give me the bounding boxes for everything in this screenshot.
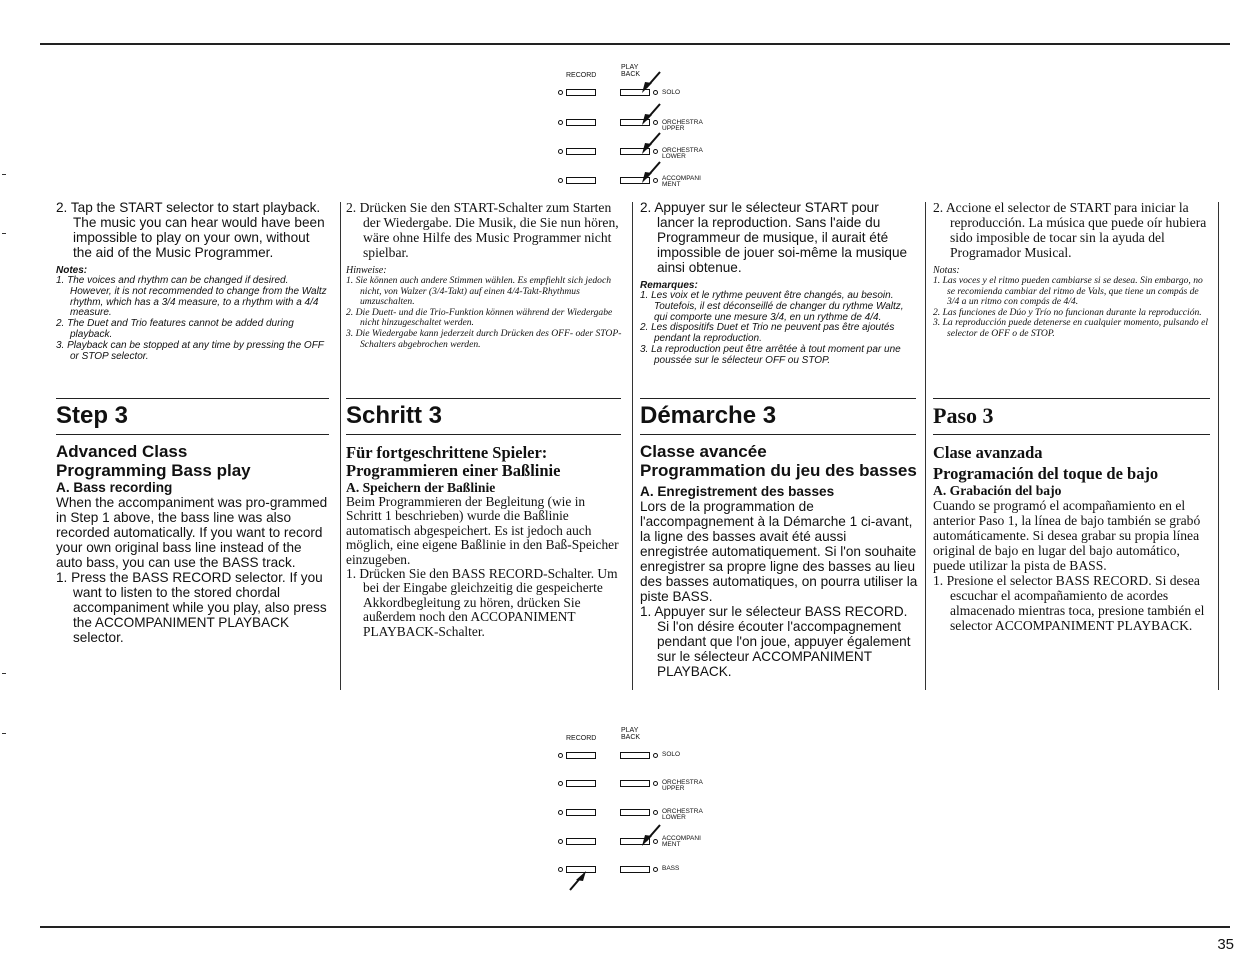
- margin-tick: [2, 174, 6, 175]
- record-button: [566, 89, 596, 96]
- row-label: ACCOMPANI: [662, 835, 701, 842]
- section-heading: Programación del toque de bajo: [933, 464, 1159, 483]
- top-rule: [40, 43, 1230, 45]
- note-item: 3. Die Wiedergabe kann jederzeit durch Drücken des OFF- oder STOP-Schalters abgebrochen werden.: [346, 327, 622, 350]
- step2-paragraph: 2. Appuyer sur le sélecteur START pour lancer la reproduction. Sans l'aide du Programmeur de musique, il aurait été impossible de jouer soi-même la musique ainsi obtenue.: [640, 200, 908, 275]
- step-title: Step 3: [56, 402, 129, 429]
- bottom-rule: [40, 926, 1230, 928]
- step-underline: [640, 434, 916, 435]
- section-heading: Advanced Class: [56, 442, 188, 461]
- note-item: 2. Die Duett- und die Trio-Funktion können während der Wiedergabe nicht hinzugeschaltet werden.: [346, 306, 613, 329]
- note-item: 1. Sie können auch andere Stimmen wählen. Es empfiehlt sich jedoch nicht, von Walzer (3/4-Takt) auf einen 4/4-Takt-Rhythmus umzuschalten.: [346, 275, 612, 308]
- notes-heading: Hinweise:: [346, 265, 387, 276]
- section-rule: [640, 398, 916, 399]
- instruction-item: 1. Drücken Sie den BASS RECORD-Schalter. Um bei der Eingabe gleichzeitig die gespeicherte Akkordbegleitung zu hören, drücken Sie außerdem noch den ACCOPANIMENT PLAYBACK-Schalter.: [346, 566, 618, 639]
- subsection-heading: A. Grabación del bajo: [933, 483, 1062, 498]
- record-button: [566, 752, 596, 759]
- subsection-heading: A. Bass recording: [56, 480, 173, 495]
- playback-button: [620, 866, 650, 873]
- column-english: [56, 200, 330, 362]
- step-underline: [56, 434, 329, 435]
- press-arrow-icon: [636, 66, 666, 196]
- column-spanish: [933, 200, 1213, 340]
- note-item: 3. Playback can be stopped at any time by pressing the OFF or STOP selector.: [56, 339, 324, 362]
- record-button: [566, 809, 596, 816]
- playback-led: [653, 810, 658, 815]
- margin-tick: [2, 733, 6, 734]
- step-title: Paso 3: [933, 403, 994, 428]
- column-french-step: [640, 403, 918, 679]
- section-heading: Classe avancée: [640, 442, 767, 461]
- instruction-item: 1. Press the BASS RECORD selector. If you want to listen to the stored chordal accompaniment while you play, also press the ACCOMPANIMENT PLAYBACK selector.: [56, 570, 327, 645]
- section-heading: Programming Bass play: [56, 461, 251, 480]
- notes-heading: Notas:: [933, 265, 960, 276]
- record-button: [566, 838, 596, 845]
- section-rule: [346, 398, 621, 399]
- record-led: [558, 120, 563, 125]
- playback-button: [620, 780, 650, 787]
- back-label: BACK: [621, 71, 641, 78]
- step2-paragraph: 2. Drücken Sie den START-Schalter zum Starten der Wiedergabe. Die Musik, die Sie nun hören, wäre ohne Hilfe des Music Programmer nicht spielbar.: [346, 200, 619, 260]
- playback-led: [653, 781, 658, 786]
- column-german-step: [346, 403, 624, 639]
- column-divider: [340, 202, 341, 690]
- note-item: 3. La reproduction peut être arrêtée à tout moment par une poussée sur le sélecteur OFF ou STOP.: [640, 343, 901, 366]
- body-paragraph: When the accompaniment was pro-grammed in Step 1 above, the bass line was also recorded automatically. If you want to record your own original bass line instead of the auto bass, you can use the BASS track.: [56, 495, 328, 570]
- row-label-sub: UPPER: [662, 125, 685, 132]
- note-item: 1. Les voix et le rythme peuvent être changés, au besoin. Toutefois, il est déconseillé de changer du rythme Waltz, qui comporte une mesure 3/4, en un rythme de 4/4.: [640, 290, 904, 323]
- playback-led: [653, 867, 658, 872]
- row-label: ACCOMPANI: [662, 175, 701, 182]
- row-label-solo: SOLO: [662, 751, 681, 758]
- note-item: 1. Las voces y el ritmo pueden cambiarse si se desea. Sin embargo, no se recomienda cambiar del ritmo de Vals, que tiene un compás de 3/4 a un ritmo con compás de 4/4.: [933, 275, 1203, 308]
- step2-paragraph: 2. Accione el selector de START para iniciar la reproducción. La música que puede oír hubiera sido imposible de tocar sin la ayuda del Programador Musical.: [933, 200, 1207, 260]
- notes-heading: Notes:: [56, 265, 88, 276]
- row-label: ORCHESTRA: [662, 779, 703, 786]
- body-paragraph: Beim Programmieren der Begleitung (wie in Schritt 1 beschrieben) wurde die Baßlinie automatisch abgespeichert. Es ist jedoch auch möglich, eine eigene Baßlinie in den Baß-Speicher einzugeben.: [346, 494, 619, 567]
- record-led: [558, 90, 563, 95]
- column-divider: [632, 202, 633, 690]
- note-item: 1. The voices and rhythm can be changed if desired. However, it is not recommended to change from the Waltz rhythm, which has a 3/4 measure, to a rhythm with a 4/4 measure.: [56, 275, 327, 319]
- notes-heading: Remarques:: [640, 280, 698, 291]
- section-rule: [933, 398, 1210, 399]
- record-led: [558, 839, 563, 844]
- page-number: 35: [1217, 936, 1234, 953]
- row-label-sub: MENT: [662, 181, 681, 188]
- back-label: BACK: [621, 734, 641, 741]
- row-label: ORCHESTRA: [662, 808, 703, 815]
- record-button: [566, 780, 596, 787]
- row-label-sub: MENT: [662, 841, 681, 848]
- step-underline: [933, 434, 1210, 435]
- record-button: [566, 177, 596, 184]
- record-button: [566, 119, 596, 126]
- row-label: ORCHESTRA: [662, 147, 703, 154]
- column-divider: [925, 202, 926, 690]
- record-label: RECORD: [566, 72, 597, 79]
- playback-button: [620, 752, 650, 759]
- step-underline: [346, 434, 621, 435]
- column-divider: [1218, 202, 1219, 690]
- playback-button: [620, 809, 650, 816]
- body-paragraph: Cuando se programó el acompañamiento en el anterior Paso 1, la línea de bajo también se grabó automáticamente. Si desea grabar su propia línea original de bajo en lugar del bajo automático, puede utilizar la pista de BASS.: [933, 498, 1201, 573]
- step2-paragraph: 2. Tap the START selector to start playback. The music you can hear would have been impossible to play on your own, without the aid of the Music Programmer.: [56, 200, 325, 260]
- column-german: [346, 200, 624, 350]
- column-spanish-step: [933, 403, 1213, 633]
- record-led: [558, 753, 563, 758]
- record-button: [566, 148, 596, 155]
- margin-tick: [2, 233, 6, 234]
- note-item: 2. The Duet and Trio features cannot be added during playback.: [56, 318, 294, 340]
- row-label-bass: BASS: [662, 865, 680, 872]
- section-heading: Programmation du jeu des basses: [640, 461, 917, 480]
- record-led: [558, 781, 563, 786]
- press-arrow-icon: [566, 868, 592, 892]
- row-label-solo: SOLO: [662, 89, 681, 96]
- press-arrow-icon: [636, 823, 666, 849]
- section-heading: Clase avanzada: [933, 443, 1043, 462]
- column-english-step: [56, 403, 330, 645]
- column-french: [640, 200, 918, 367]
- subsection-heading: A. Speichern der Baßlinie: [346, 480, 496, 495]
- row-label-sub: LOWER: [662, 153, 686, 160]
- subsection-heading: A. Enregistrement des basses: [640, 484, 835, 499]
- row-label: ORCHESTRA: [662, 119, 703, 126]
- margin-tick: [2, 673, 6, 674]
- instruction-item: 1. Presione el selector BASS RECORD. Si desea escuchar el acompañamiento de acordes almacenado mientras toca, presione también el selector ACCOMPANIMENT PLAYBACK.: [933, 573, 1205, 633]
- step-title: Schritt 3: [346, 402, 443, 429]
- note-item: 3. La reproducción puede detenerse en cualquier momento, pulsando el selector de OFF o de STOP.: [933, 317, 1209, 339]
- instruction-item: 1. Appuyer sur le sélecteur BASS RECORD. Si l'on désire écouter l'accompagnement pendant que l'on joue, appuyer également sur le sélecteur ACCOMPANIMENT PLAYBACK.: [640, 604, 911, 679]
- section-heading: Für fortgeschrittene Spieler:: [346, 443, 548, 462]
- record-led: [558, 867, 563, 872]
- row-label-sub: UPPER: [662, 785, 685, 792]
- body-paragraph: Lors de la programmation de l'accompagnement à la Démarche 1 ci-avant, la ligne des basses avait été aussi enregistrée automatiquement. Si l'on souhaite enregistrer sa propre ligne des basses au lieu des basses automatiques, on pourra utiliser la piste BASS.: [640, 499, 918, 604]
- record-led: [558, 149, 563, 154]
- note-item: 2. Las funciones de Dúo y Trío no funcionan durante la reproducción.: [933, 306, 1202, 318]
- note-item: 2. Les dispositifs Duet et Trio ne peuvent pas être ajoutés pendant la reproduction.: [640, 322, 895, 345]
- play-label: PLAY: [621, 727, 639, 734]
- play-label: PLAY: [621, 64, 639, 71]
- section-rule: [56, 398, 329, 399]
- row-label-sub: LOWER: [662, 814, 686, 821]
- record-label: RECORD: [566, 735, 597, 742]
- step-title: Démarche 3: [640, 402, 777, 429]
- record-led: [558, 810, 563, 815]
- record-led: [558, 178, 563, 183]
- playback-led: [653, 753, 658, 758]
- section-heading: Programmieren einer Baßlinie: [346, 461, 561, 480]
